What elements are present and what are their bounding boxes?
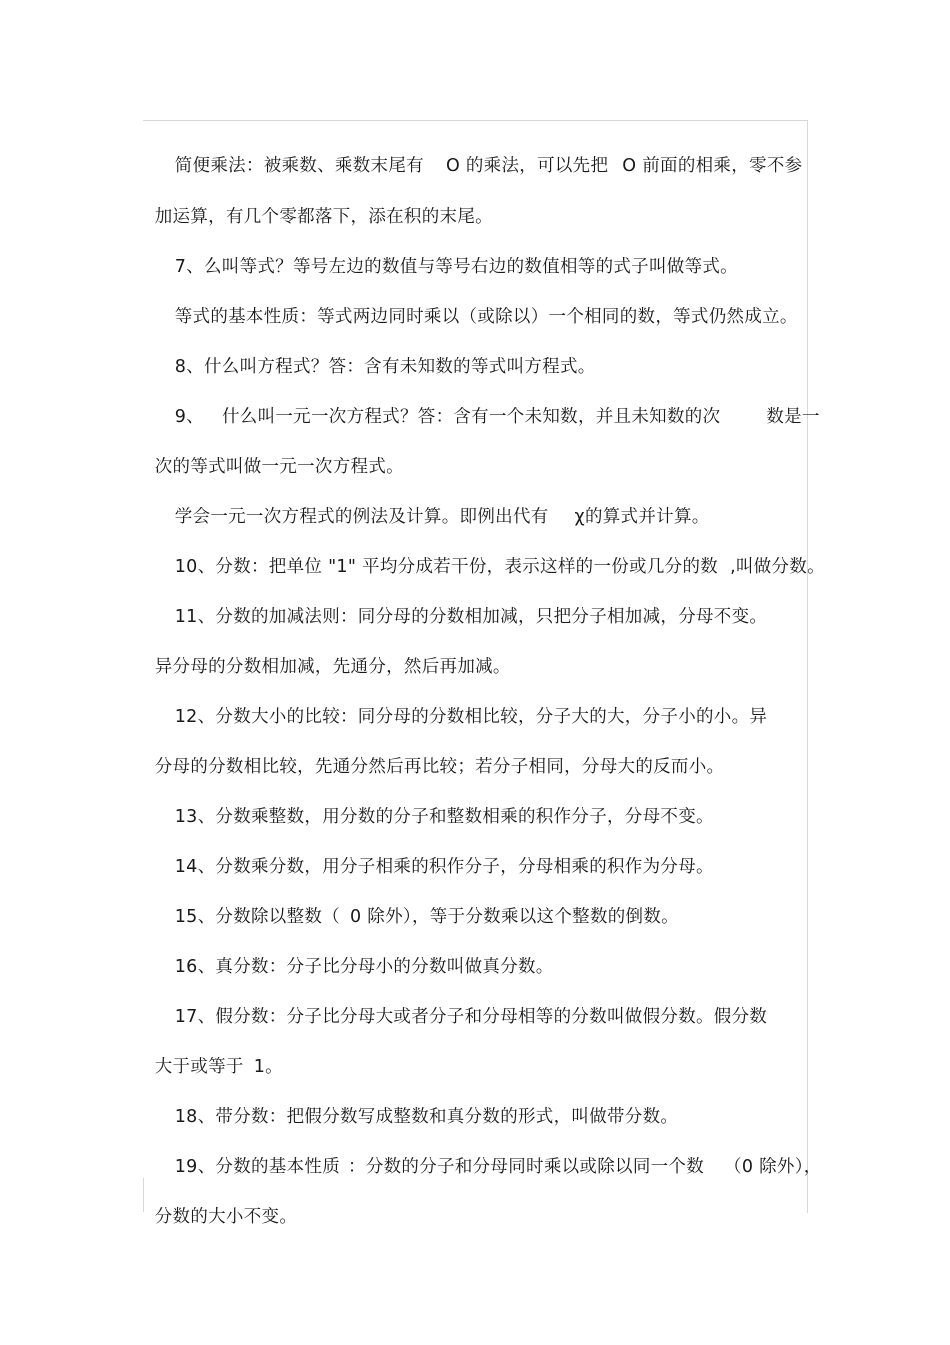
text-line (163, 334, 596, 378)
text-line (163, 884, 679, 928)
text-line (163, 484, 710, 528)
text-segment: ,叫做分数。 (730, 557, 825, 577)
text-line (143, 1034, 283, 1078)
text-line (163, 234, 738, 278)
text-segment: 13、分数乘整数，用分数的分子和整数相乘的积作分子，分母不变。 (174, 807, 714, 827)
text-line (163, 1134, 822, 1178)
text-segment: 分数的大小不变。 (154, 1207, 298, 1227)
text-segment: ：分数的分子和分母同时乘以或除以同一个数 (348, 1157, 705, 1177)
text-line (163, 534, 825, 578)
text-segment: （0 除外）， (724, 1157, 822, 1177)
text-segment: 12、分数大小的比较：同分母的分数相比较，分子大的大，分子小的小。异 (174, 707, 768, 727)
text-line (163, 784, 714, 828)
text-segment: O 前面的相乘，零不参 (622, 156, 803, 176)
text-line (163, 934, 554, 978)
text-segment: 17、假分数：分子比分母大或者分子和分母相等的分数叫做假分数。假分数 (174, 1007, 768, 1027)
text-line (163, 1084, 678, 1128)
text-segment: χ的算式并计算。 (574, 507, 710, 527)
text-line (163, 684, 767, 728)
text-line (143, 434, 404, 478)
text-line (143, 184, 493, 228)
text-segment: 数是一 (766, 407, 820, 427)
text-line (143, 734, 724, 778)
text-segment: 7、么叫等式？等号左边的数值与等号右边的数值相等的式子叫做等式。 (174, 257, 738, 277)
text-segment: 16、真分数：分子比分母小的分数叫做真分数。 (174, 957, 554, 977)
text-line (163, 284, 798, 328)
text-segment: 0 除外），等于分数乘以这个整数的倒数。 (350, 907, 679, 927)
text-segment: 8、什么叫方程式？答：含有未知数的等式叫方程式。 (174, 357, 596, 377)
text-segment: 次的等式叫做一元一次方程式。 (154, 457, 404, 477)
text-segment: 10、分数：把单位 "1" 平均分成若干份，表示这样的一份或几分的数 (174, 557, 719, 577)
text-line (143, 1184, 297, 1228)
text-segment: 加运算，有几个零都落下，添在积的末尾。 (154, 207, 493, 227)
text-segment: O 的乘法，可以先把 (445, 156, 609, 176)
text-segment: 14、分数乘分数，用分子相乘的积作分子，分母相乘的积作为分母。 (174, 857, 714, 877)
text-line (163, 984, 767, 1028)
text-line (143, 634, 511, 678)
text-segment: 简便乘法：被乘数、乘数末尾有 (174, 156, 424, 176)
text-segment: 等式的基本性质：等式两边同时乘以（或除以）一个相同的数，等式仍然成立。 (174, 307, 798, 327)
text-line (163, 133, 802, 177)
text-segment: 15、分数除以整数（ (174, 907, 341, 927)
text-segment: 1。 (253, 1057, 283, 1077)
text-segment: 异分母的分数相加减，先通分，然后再加减。 (154, 657, 511, 677)
text-segment: 11、分数的加减法则：同分母的分数相加减，只把分子相加减，分母不变。 (174, 607, 768, 627)
text-line (163, 834, 714, 878)
text-segment: 18、带分数：把假分数写成整数和真分数的形式，叫做带分数。 (174, 1107, 679, 1127)
text-segment: 分母的分数相比较，先通分然后再比较；若分子相同，分母大的反而小。 (154, 757, 725, 777)
text-line (163, 384, 820, 428)
text-segment: 学会一元一次方程式的例法及计算。即例出代有 (174, 507, 549, 527)
text-segment: 什么叫一元一次方程式？答：含有一个未知数，并且未知数的次 (221, 407, 721, 427)
text-segment: 大于或等于 (154, 1057, 244, 1077)
text-segment: 19、分数的基本性质 (174, 1157, 341, 1177)
text-segment: 9、 (174, 407, 204, 427)
text-line (163, 584, 767, 628)
